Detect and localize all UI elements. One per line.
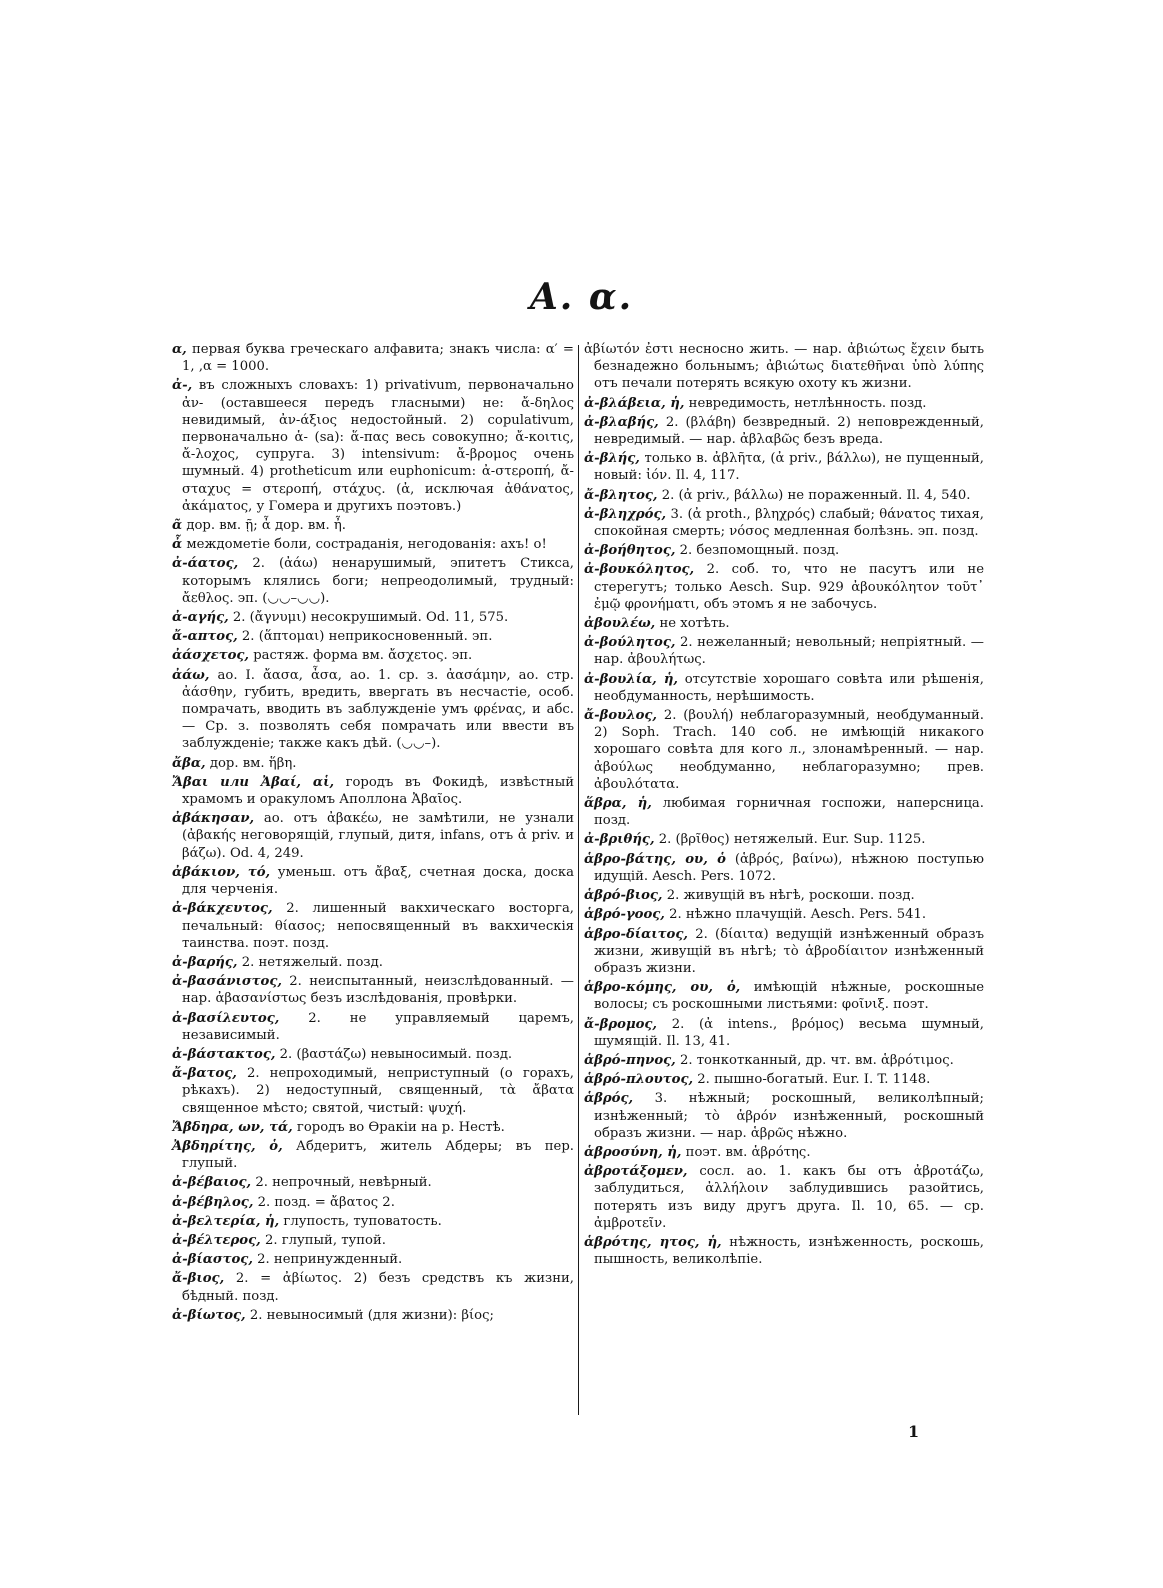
entry-headword: ἀβροτάξομεν, bbox=[584, 1164, 688, 1180]
entry-definition: ао. I. ἄασα, ἆσα, ао. 1. ср. з. ἀασάμην, ао. стр. ἀάσθην, губить, вредить, ввергать въ несчастіе, особ. помрачать, вводить въ заблужденіе умъ φρένας, и абс. — Ср. з. позволять себя помрачать или ввести въ заблужденіе; также какъ дѣй. (◡◡–). bbox=[182, 667, 574, 752]
dictionary-entry bbox=[584, 1163, 984, 1232]
entry-headword: ἀ-βασάνιστος, bbox=[172, 974, 282, 990]
entry-definition: отсутствіе хорошаго совѣта или рѣшенія, необдуманность, нерѣшимость. bbox=[594, 671, 984, 704]
dictionary-entry bbox=[172, 628, 574, 645]
dictionary-entry bbox=[584, 542, 984, 559]
entry-definition: дор. вм. ἥβη. bbox=[209, 755, 297, 771]
dictionary-entry bbox=[584, 707, 984, 793]
dictionary-entry bbox=[584, 1052, 984, 1069]
entry-headword: ἀ-βάκχευτος, bbox=[172, 901, 273, 917]
dictionary-entry bbox=[584, 561, 984, 613]
entry-definition: 2. (δίαιτα) ведущій изнѣженный образъ жизни, живущій въ нѣгѣ; τὸ ἁβροδίαιτον изнѣженный образъ жизни. bbox=[594, 926, 984, 976]
entry-definition: невредимость, нетлѣнность. позд. bbox=[688, 395, 927, 411]
entry-definition: 2. не управляемый царемъ, независимый. bbox=[182, 1010, 574, 1043]
entry-definition: 2. тонкотканный, др. чт. вм. ἁβρότιμος. bbox=[679, 1052, 954, 1068]
dictionary-entry bbox=[584, 1090, 984, 1142]
entry-definition: 2. позд. = ἄβατος 2. bbox=[257, 1194, 395, 1210]
dictionary-entry bbox=[584, 1016, 984, 1050]
entry-definition: 3. нѣжный; роскошный, великолѣпный; изнѣженный; τὸ ἁβρόν изнѣженный, роскошный образъ жизни. — нар. ἁβρῶς нѣжно. bbox=[594, 1091, 984, 1141]
entry-definition: ἀβίωτόν ἐστι несносно жить. — нар. ἀβιώτως ἔχειν быть безнадежно больнымъ; ἀβιώτως διατεθῆναι ὑπὸ λύπης отъ печали потерять всякую охоту къ жизни. bbox=[584, 342, 984, 392]
entry-headword: ἄ-βρομος, bbox=[584, 1016, 658, 1032]
entry-headword: Ἄβαι или Ἀβαί, αἱ, bbox=[172, 774, 335, 790]
entry-definition: не хотѣть. bbox=[659, 616, 730, 632]
dictionary-entry bbox=[172, 954, 574, 971]
entry-definition: 2. (ἀ priv., βάλλω) не пораженный. Il. 4, 540. bbox=[661, 487, 971, 503]
entry-definition: ао. отъ ἀβακέω, не замѣтили, не узнали (ἀβακής неговорящій, глупый, дитя, infans, отъ ἀ priv. и βάζω). Od. 4, 249. bbox=[182, 811, 574, 861]
entry-headword: ἀ-βοήθητος, bbox=[584, 543, 676, 559]
entry-headword: ἀβάκιον, τό, bbox=[172, 864, 271, 880]
entry-definition: 2. = ἀβίωτος. 2) безъ средствъ къ жизни, бѣдный. позд. bbox=[182, 1271, 574, 1304]
entry-definition: 2. (ἅπτομαι) неприкосновенный. эп. bbox=[241, 629, 493, 645]
entry-definition: 2. лишенный вакхическаго восторга, печальный: θίασος; непосвященный въ вакхическія таинства. поэт. позд. bbox=[182, 901, 575, 951]
entry-definition: поэт. вм. ἁβρότης. bbox=[685, 1144, 811, 1160]
entry-headword: ἀ-βίωτος, bbox=[172, 1307, 246, 1323]
entry-headword: ἁβρός, bbox=[584, 1091, 634, 1107]
entry-headword: ἀ-βαρής, bbox=[172, 954, 238, 970]
entry-definition: въ сложныхъ словахъ: 1) privativum, первоначально ἀν- (оставшееся передъ гласными) не: ἄ-δηλος невидимый, ἀν-άξιος недостойный. 2) copulativum, первоначально ἁ- (sa): ἅ-πας весь совокупно; ἄ-κοιτις, ἄ-λοχος, супруга. 3) intensivum: ἄ-βρομος очень шумный. 4) protheticum или euphonicum: ἀ-στεροπή, ἄ-σταχυς = στεροπή, στάχυς. (ἀ, исключая ἀθάνατος, ἀκάματος, у Гомера и другихъ поэтовъ.) bbox=[182, 378, 574, 514]
entry-definition: дор. вм. ῇ; ἆ дор. вм. ἦ. bbox=[186, 518, 346, 534]
entry-definition: 2. безпомощный. позд. bbox=[679, 543, 840, 559]
entry-headword: ἀ-βέλτερος, bbox=[172, 1232, 261, 1248]
entry-definition: 2. (ἀ intens., βρόμος) весьма шумный, шумящій. Il. 13, 41. bbox=[594, 1016, 984, 1049]
entry-headword: ἀάσχετος, bbox=[172, 648, 250, 664]
entry-definition: 2. живущій въ нѣгѣ, роскоши. позд. bbox=[666, 888, 915, 904]
entry-definition: городъ въ Фокидѣ, извѣстный храмомъ и оракуломъ Аполлона Ἀβαῖος. bbox=[182, 774, 574, 808]
dictionary-entry bbox=[584, 615, 984, 632]
dictionary-entry bbox=[172, 1046, 574, 1063]
entry-definition: 2. невыносимый (для жизни): βίος; bbox=[249, 1307, 494, 1323]
dictionary-entry bbox=[584, 795, 984, 829]
entry-headword: ἁβροσύνη, ἡ, bbox=[584, 1144, 682, 1160]
entry-headword: ἁβρό-πλουτος, bbox=[584, 1072, 694, 1088]
entry-definition: 2. неиспытанный, неизслѣдованный. — нар. ἀβασανίστως безъ изслѣдованія, провѣрки. bbox=[182, 974, 574, 1007]
entry-headword: ἆ bbox=[172, 537, 183, 553]
entry-definition: имѣющій нѣжные, роскошные волосы; съ роскошными листьями: φοῖνιξ. поэт. bbox=[594, 980, 984, 1013]
dictionary-entry bbox=[584, 1071, 984, 1088]
entry-headword: ἀ-βουκόλητος, bbox=[584, 562, 695, 578]
entry-headword: ἀβάκησαν, bbox=[172, 811, 255, 827]
dictionary-entry bbox=[584, 831, 984, 848]
entry-headword: ἀ-βληχρός, bbox=[584, 506, 667, 522]
entry-headword: ἀβουλέω, bbox=[584, 616, 656, 632]
entry-headword: ἁβρό-πηνος, bbox=[584, 1052, 676, 1068]
entry-headword: ἀ-βίαστος, bbox=[172, 1252, 253, 1268]
dictionary-entry bbox=[172, 1065, 574, 1117]
entry-headword: ἀάω, bbox=[172, 667, 210, 683]
entry-definition: только в. ἀβλῆτα, (ἀ priv., βάλλω), не пущенный, новый: ἰόν. Il. 4, 117. bbox=[594, 451, 984, 484]
entry-definition: 2. (βουλή) неблагоразумный, необдуманный. 2) Soph. Trach. 140 соб. не имѣющій никакого хорошаго совѣта для кого л., злонамѣренный. — нар. ἀβούλως необдуманно, неблагоразумно; прев. ἀβουλότατα. bbox=[594, 708, 984, 792]
entry-definition: 2. непринужденный. bbox=[257, 1252, 403, 1268]
entry-headword: ἀ-βριθής, bbox=[584, 832, 655, 848]
entry-definition: 2. соб. то, что не пасутъ или не стерегутъ; только Aesch. Sup. 929 ἀβουκόλητον τοῦτ᾽ ἐμῷ φρονήματι, объ этомъ я не забочусь. bbox=[594, 562, 984, 612]
dictionary-entry bbox=[584, 506, 984, 540]
entry-definition: 2. (ἀάω) ненарушимый, эпитетъ Стикса, которымъ клялись боги; непреодолимый, трудный: ἄεθλος. эп. (◡◡–◡◡). bbox=[182, 556, 574, 606]
entry-headword: ἄβα, bbox=[172, 755, 206, 771]
entry-headword: ἀ-βούλητος, bbox=[584, 635, 676, 651]
entry-headword: ἁβρο-δίαιτος, bbox=[584, 926, 688, 942]
dictionary-entry bbox=[172, 555, 574, 607]
dictionary-entry bbox=[584, 414, 984, 448]
entry-headword: ἁβρό-βιος, bbox=[584, 888, 663, 904]
entry-headword: ἀ-άατος, bbox=[172, 556, 239, 572]
dictionary-entry bbox=[172, 755, 574, 772]
entry-headword: ἁβρότης, ητος, ἡ, bbox=[584, 1234, 722, 1250]
entry-definition: 2. нежеланный; невольный; непріятный. — нар. ἀβουλήτως. bbox=[594, 635, 984, 668]
entry-definition: нѣжность, изнѣженность, роскошь, пышность, великолѣпіе. bbox=[594, 1234, 984, 1268]
entry-definition: 2. глупый, тупой. bbox=[264, 1232, 386, 1248]
dictionary-entry bbox=[584, 887, 984, 904]
page-number: 1 bbox=[908, 1422, 920, 1441]
entry-headword: ἀ-βλής, bbox=[584, 451, 640, 467]
entry-definition: 2. непрочный, невѣрный. bbox=[255, 1175, 432, 1191]
entry-definition: 2. (βρῖθος) нетяжелый. Eur. Sup. 1125. bbox=[658, 832, 926, 848]
entry-headword: ἁβρό-γοος, bbox=[584, 907, 665, 923]
dictionary-entry bbox=[172, 774, 574, 808]
dictionary-entry bbox=[172, 536, 574, 553]
entry-definition: 2. непроходимый, неприступный (о горахъ, рѣкахъ). 2) недоступный, священный, τὰ ἄβατα священное мѣсто; святой, чистый: ψυχή. bbox=[182, 1066, 574, 1116]
dictionary-entry bbox=[172, 1307, 574, 1324]
dictionary-entry bbox=[584, 634, 984, 668]
entry-definition: 2. нѣжно плачущій. Aesch. Pers. 541. bbox=[669, 907, 927, 923]
dictionary-entry bbox=[172, 1194, 574, 1211]
entry-headword: ἄ-βατος, bbox=[172, 1066, 237, 1082]
entry-definition: 2. (βλάβη) безвредный. 2) неповрежденный, невредимый. — нар. ἀβλαβῶς безъ вреда. bbox=[594, 414, 985, 448]
dictionary-entry bbox=[172, 1174, 574, 1191]
entry-definition: междометіе боли, состраданія, негодованія: ахъ! о! bbox=[186, 537, 547, 553]
entry-headword: ἀ-, bbox=[172, 378, 193, 394]
entry-headword: ἀ-βλάβεια, ἡ, bbox=[584, 395, 685, 411]
dictionary-entry bbox=[172, 609, 574, 626]
entry-headword: α, bbox=[172, 342, 187, 357]
dictionary-entry bbox=[172, 1232, 574, 1249]
entry-headword: ἁβρο-κόμης, ου, ὁ, bbox=[584, 980, 741, 996]
entry-definition: растяж. форма вм. ἄσχετος. эп. bbox=[253, 648, 473, 664]
column-divider bbox=[578, 345, 579, 1415]
dictionary-entry bbox=[172, 900, 574, 952]
right-column bbox=[584, 341, 984, 1270]
dictionary-entry bbox=[584, 851, 984, 885]
dictionary-entry bbox=[584, 926, 984, 978]
entry-definition: 2. (βαστάζω) невыносимый. позд. bbox=[279, 1046, 513, 1062]
entry-definition: 2. нетяжелый. позд. bbox=[241, 954, 383, 970]
entry-headword: ἀ-βάστακτος, bbox=[172, 1046, 276, 1062]
dictionary-entry bbox=[172, 1213, 574, 1230]
dictionary-entry bbox=[584, 487, 984, 504]
entry-definition: уменьш. отъ ἄβαξ, счетная доска, доска для черченія. bbox=[182, 864, 574, 898]
entry-headword: ἄ-βλητος, bbox=[584, 487, 658, 503]
dictionary-entry bbox=[172, 647, 574, 664]
dictionary-entry bbox=[172, 1138, 574, 1172]
entry-definition: любимая горничная госпожи, наперсница. позд. bbox=[594, 796, 984, 829]
dictionary-entry bbox=[172, 1270, 574, 1304]
entry-definition: (ἁβρός, βαίνω), нѣжною поступью идущій. Aesch. Pers. 1072. bbox=[594, 851, 984, 884]
dictionary-entry bbox=[584, 395, 984, 412]
entry-headword: ἄ-βουλος, bbox=[584, 708, 657, 724]
dictionary-entry bbox=[584, 979, 984, 1013]
entry-definition: 2. (ἄγνυμι) несокрушимый. Od. 11, 575. bbox=[232, 610, 509, 626]
entry-headword: ἀ-βασίλευτος, bbox=[172, 1010, 280, 1026]
entry-headword: ἄ-βιος, bbox=[172, 1271, 225, 1287]
dictionary-entry bbox=[172, 377, 574, 515]
entry-headword: Ἄβδηρα, ων, τά, bbox=[172, 1119, 293, 1135]
dictionary-entry bbox=[172, 1251, 574, 1268]
entry-definition: городъ во Ѳракіи на р. Нестѣ. bbox=[296, 1119, 505, 1135]
entry-headword: ἀ-αγής, bbox=[172, 610, 229, 626]
dictionary-entry bbox=[584, 341, 984, 393]
entry-headword: Ἀβδηρίτης, ὁ, bbox=[172, 1138, 283, 1154]
entry-headword: ἀ-βέβαιος, bbox=[172, 1175, 252, 1191]
entry-headword: ᾶ bbox=[172, 518, 183, 534]
dictionary-entry bbox=[172, 667, 574, 753]
dictionary-entry bbox=[584, 671, 984, 705]
dictionary-entry bbox=[584, 906, 984, 923]
entry-definition: первая буква греческаго алфавита; знакъ числа: α′ = 1, ‚α = 1000. bbox=[182, 342, 574, 375]
entry-headword: ἀ-βλαβής, bbox=[584, 414, 659, 430]
dictionary-entry bbox=[584, 1234, 984, 1268]
entry-definition: 2. пышно-богатый. Eur. I. T. 1148. bbox=[697, 1072, 931, 1088]
entry-definition: глупость, туповатость. bbox=[283, 1213, 442, 1229]
entry-headword: ἅβρα, ἡ, bbox=[584, 796, 652, 812]
entry-definition: 3. (ἀ proth., βληχρός) слабый; θάνατος тихая, спокойная смерть; νόσος медленная болѣзнь. эп. позд. bbox=[594, 506, 984, 540]
dictionary-entry bbox=[172, 1119, 574, 1136]
left-column bbox=[172, 341, 574, 1326]
dictionary-entry bbox=[172, 517, 574, 534]
dictionary-entry bbox=[172, 810, 574, 862]
dictionary-entry bbox=[172, 1010, 574, 1044]
dictionary-entry bbox=[172, 973, 574, 1007]
page-heading: A. α. bbox=[529, 276, 634, 318]
entry-definition: сосл. ао. 1. какъ бы отъ ἀβροτάζω, заблудиться, ἀλλήλοιν заблудившись разойтись, потерять изъ виду другъ друга. Il. 10, 65. — ср. ἀμβροτεῖν. bbox=[594, 1164, 984, 1231]
entry-headword: ἁβρο-βάτης, ου, ὁ bbox=[584, 851, 726, 867]
entry-headword: ἄ-απτος, bbox=[172, 629, 238, 645]
dictionary-entry bbox=[584, 1144, 984, 1161]
dictionary-entry bbox=[584, 450, 984, 484]
entry-headword: ἀ-βουλία, ἡ, bbox=[584, 671, 678, 687]
entry-headword: ἀ-βέβηλος, bbox=[172, 1194, 254, 1210]
entry-definition: Абдеритъ, житель Абдеры; въ пер. глупый. bbox=[182, 1138, 574, 1172]
entry-headword: ἀ-βελτερία, ἡ, bbox=[172, 1213, 280, 1229]
dictionary-entry bbox=[172, 341, 574, 375]
dictionary-entry bbox=[172, 864, 574, 898]
